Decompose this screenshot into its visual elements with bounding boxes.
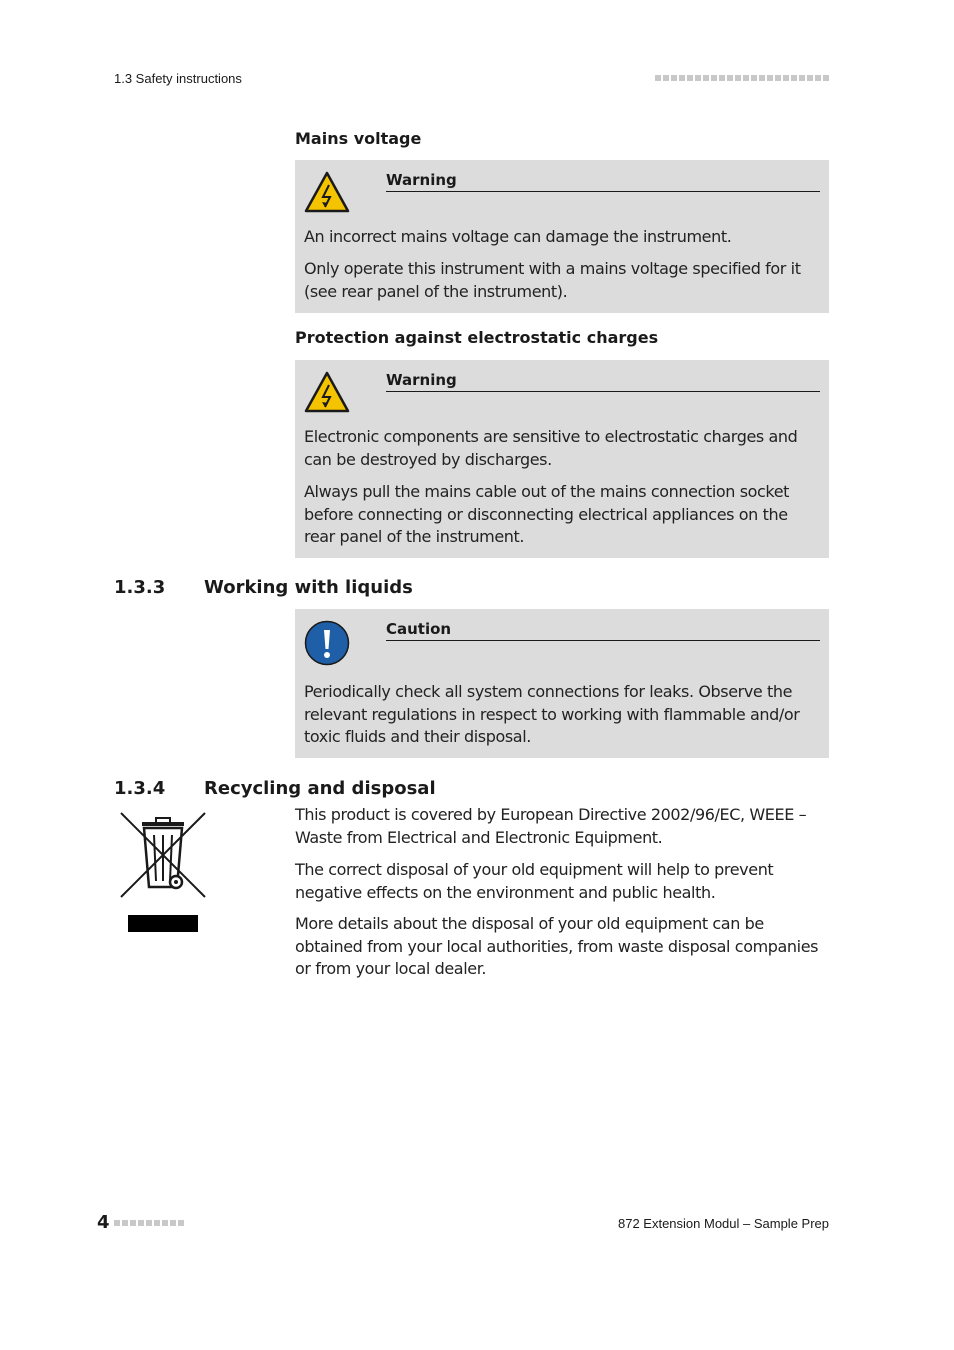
esd-warning-box bbox=[295, 360, 829, 558]
warning-label: Warning bbox=[386, 171, 820, 192]
mains-warning-box bbox=[295, 160, 829, 313]
warning-text: Always pull the mains cable out of the mains connection socket before connecting or disconnecting electrical appliances on the rear panel of the instrument. bbox=[304, 482, 790, 546]
esd-heading: Protection against electrostatic charges bbox=[295, 328, 659, 347]
recycling-paragraph: This product is covered by European Directive 2002/96/EC, WEEE – Waste from Electrical and Electronic Equipment. bbox=[295, 805, 807, 847]
warning-label: Warning bbox=[386, 371, 820, 392]
crossed-out-bin-icon bbox=[118, 811, 208, 935]
section-number: 1.3.3 bbox=[114, 577, 166, 598]
warning-text: Electronic components are sensitive to electrostatic charges and can be destroyed by discharges. bbox=[304, 427, 798, 469]
document-title: 872 Extension Modul – Sample Prep bbox=[617, 1216, 829, 1231]
caution-label: Caution bbox=[386, 620, 820, 641]
mains-voltage-heading: Mains voltage bbox=[295, 129, 422, 148]
page-number: 4 bbox=[97, 1212, 110, 1233]
electric-hazard-icon bbox=[304, 171, 350, 213]
electric-hazard-icon bbox=[304, 371, 350, 413]
header-decoration bbox=[655, 75, 829, 81]
footer-decoration bbox=[114, 1220, 184, 1226]
recycling-paragraph: The correct disposal of your old equipment will help to prevent negative effects on the environment and public health. bbox=[295, 860, 774, 902]
running-header: 1.3 Safety instructions bbox=[114, 71, 242, 86]
recycling-paragraph: More details about the disposal of your old equipment can be obtained from your local authorities, from waste disposal companies or from your local dealer. bbox=[295, 914, 819, 978]
section-title: Working with liquids bbox=[204, 577, 413, 598]
warning-text: An incorrect mains voltage can damage the instrument. bbox=[304, 227, 732, 246]
liquids-caution-box bbox=[295, 609, 829, 758]
warning-text: Only operate this instrument with a mains voltage specified for it (see rear panel of the instrument). bbox=[304, 259, 801, 301]
section-title: Recycling and disposal bbox=[204, 778, 436, 799]
section-number: 1.3.4 bbox=[114, 778, 166, 799]
exclamation-icon bbox=[304, 620, 350, 666]
caution-text: Periodically check all system connections for leaks. Observe the relevant regulations in respect to working with flammable and/or toxic fluids and their disposal. bbox=[304, 682, 800, 746]
